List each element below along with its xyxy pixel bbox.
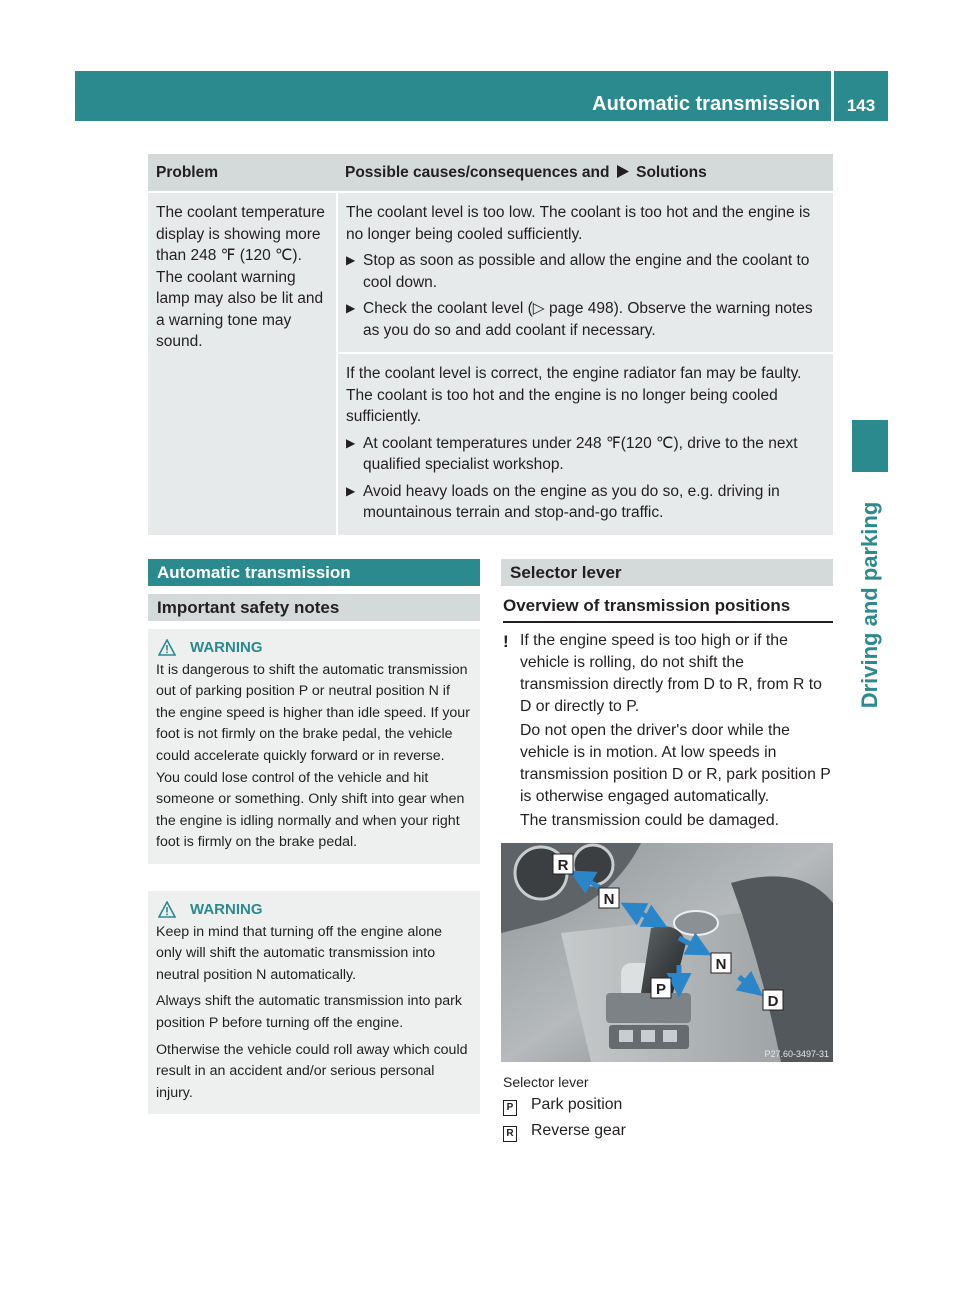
position-label-n: N <box>715 956 727 973</box>
side-tab-label: Driving and parking <box>857 501 882 709</box>
solution-cell <box>337 192 833 353</box>
position-label-n: N <box>603 891 615 908</box>
page-header-title: Automatic transmission <box>592 93 820 115</box>
table-header-row <box>148 154 833 192</box>
position-label-r: R <box>557 857 569 874</box>
solution-step: ▶ At coolant temperatures under 248 ℉(120 ℃), drive to the next qualified specialist workshop. <box>346 434 798 473</box>
solution-step: ▶ Check the coolant level (▷ page 498). Observe the warning notes as you do so and add coolant if necessary. <box>346 300 813 339</box>
notice-block <box>503 630 835 832</box>
notice-text: Do not open the driver's door while the vehicle is in motion. At low speeds in transmission position D or R, park position P is otherwise engaged automatically. <box>520 722 831 805</box>
column-header-causes: Possible causes/consequences and Solutions <box>337 154 833 192</box>
position-label-p: P <box>655 981 667 998</box>
legend-key-icon: P <box>503 1100 517 1116</box>
notice-exclamation-icon: ! <box>503 632 509 651</box>
step-arrow-icon: ▶ <box>346 483 356 498</box>
cause-text: If the coolant level is correct, the engine radiator fan may be faulty. The coolant is too hot and the engine is no longer being cooled sufficiently. <box>346 365 802 425</box>
warning-text: It is dangerous to shift the automatic transmission out of parking position P or neutral position N if the engine speed is higher than idle speed. If your foot is not firmly on the brake pedal, the vehicle could accelerate quickly forward or in reverse. You could lose control of the vehicle and hit someone or something. Only shift into gear when the engine is idling normally and when your right foot is firmly on the brake pedal. <box>156 661 470 851</box>
section-title-automatic-transmission: Automatic transmission <box>148 559 480 586</box>
photo-code: P27.60-3497-31 <box>764 1049 829 1059</box>
warning-box <box>148 629 480 864</box>
page-number: 143 <box>834 71 888 121</box>
warning-triangle-icon <box>158 901 176 918</box>
selector-lever-photo <box>501 843 833 1062</box>
table-row <box>148 192 833 353</box>
figure-caption: Selector lever <box>503 1074 589 1090</box>
troubleshooting-table <box>148 154 833 535</box>
problem-cell: The coolant temperature display is showing more than 248 ℉ (120 ℃). The coolant warning lamp may also be lit and a warning tone may sound. <box>148 192 337 535</box>
warning-text: Always shift the automatic transmission into park position P before turning off the engine. <box>156 993 462 1031</box>
solution-step: ▶ Avoid heavy loads on the engine as you do so, e.g. driving in mountainous terrain and stop-and-go traffic. <box>346 482 780 521</box>
warning-text: Keep in mind that turning off the engine alone only will shift the automatic transmission into neutral position N automatically. <box>156 923 443 983</box>
play-arrow-icon <box>617 165 629 178</box>
step-arrow-icon: ▶ <box>346 253 356 267</box>
legend-key-icon: R <box>503 1126 517 1142</box>
warning-box <box>148 891 480 1114</box>
step-arrow-icon: ▶ <box>346 435 356 450</box>
warning-triangle-icon <box>158 639 176 656</box>
notice-text: If the engine speed is too high or if the vehicle is rolling, do not shift the transmission directly from D to R, from R to D or directly to P. <box>520 632 822 715</box>
side-tab-marker <box>852 420 888 472</box>
overview-heading: Overview of transmission positions <box>503 596 833 623</box>
section-title-selector-lever: Selector lever <box>501 559 833 586</box>
legend-item: R Reverse gear <box>503 1122 833 1142</box>
solution-step: ▶ Stop as soon as possible and allow the engine and the coolant to cool down. <box>346 252 810 291</box>
position-label-d: D <box>767 993 779 1010</box>
cause-text: The coolant level is too low. The coolant is too hot and the engine is no longer being cooled sufficiently. <box>346 204 811 243</box>
legend-item: P Park position <box>503 1096 833 1116</box>
notice-text: The transmission could be damaged. <box>520 812 780 829</box>
column-header-problem: Problem <box>148 154 337 192</box>
solution-cell <box>337 353 833 535</box>
warning-title: WARNING <box>156 899 472 921</box>
subsection-title-safety-notes: Important safety notes <box>148 594 480 621</box>
warning-text: Otherwise the vehicle could roll away which could result in an accident and/or serious personal injury. <box>156 1041 468 1101</box>
warning-title: WARNING <box>156 637 472 659</box>
step-arrow-icon: ▶ <box>346 301 356 315</box>
